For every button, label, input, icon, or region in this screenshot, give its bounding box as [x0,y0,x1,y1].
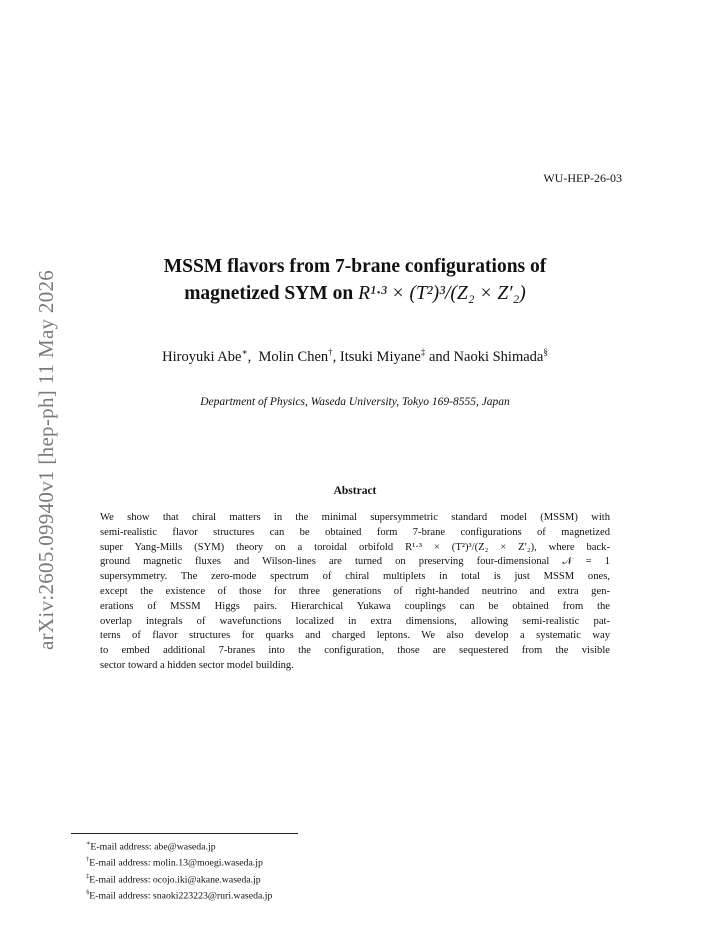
title-math: R¹·³ × (T²)³/(Z₂ × Z′₂) [358,283,526,304]
abstract-line: except the existence of those for three generations of right-handed neutrino and extra gen- [100,585,610,597]
footnote [86,886,272,902]
author-and: and [428,348,450,365]
title-line-1: MSSM flavors from 7-brane configurations of [163,256,547,277]
author-name: Molin Chen [258,348,329,365]
author-name: Itsuki Miyane [339,348,421,365]
report-number: WU-HEP-26-03 [543,171,622,185]
paper-title [100,253,610,307]
footnote-mark: ‡ [86,872,90,880]
footnote-email: E-mail address: ocojo.iki@akane.waseda.jp [89,873,261,885]
footnote [86,853,272,869]
footnote-divider [71,833,298,834]
footnote-email: E-mail address: snaoki223223@ruri.waseda.jp [89,890,273,902]
abstract-line: We show that chiral matters in the minimal supersymmetric standard model (MSSM) with [100,512,610,523]
footnote-email: E-mail address: abe@waseda.jp [90,841,216,853]
author-name: Hiroyuki Abe [162,348,242,365]
footnote [86,837,272,853]
abstract-line: semi-realistic flavor structures can be obtained form 7-brane configurations of magnetized [100,526,610,538]
abstract-line: sector toward a hidden sector model building. [100,659,294,671]
footnote-mark: † [86,856,90,864]
author-mark: ‡ [420,347,426,357]
footnote-email: E-mail address: molin.13@moegi.waseda.jp [89,857,263,869]
affiliation: Department of Physics, Waseda University, Tokyo 169-8555, Japan [200,396,510,408]
author-name: Naoki Shimada [453,348,544,365]
author-list: Hiroyuki Abe∗, Molin Chen†, Itsuki Miyane‡ and Naoki Shimada§ [162,347,548,365]
abstract-heading: Abstract [333,485,377,497]
author-mark: ∗ [241,347,248,357]
abstract-line: supersymmetry. The zero-mode spectrum of chiral multiplets in total is just MSSM ones, [100,571,610,583]
abstract-line: terns of flavor structures for quarks and charged leptons. We also develop a systematic way [100,630,610,642]
abstract-line: super Yang-Mills (SYM) theory on a toroidal orbifold R¹·³ × (T²)³/(Z₂ × Z′₂), where back- [100,541,610,553]
abstract-line: overlap integrals of wavefunctions localized in extra dimensions, allowing semi-realistic pat- [100,615,610,627]
author-mark: † [328,347,333,357]
abstract-line: ground magnetic fluxes and Wilson-lines are turned on preserving four-dimensional 𝒩 = 1 [100,556,610,568]
abstract-body [100,511,610,674]
footnote-mark: § [86,888,90,896]
abstract-line: to embed additional 7-branes into the configuration, those are sequestered from the visible [100,645,610,657]
footnotes [86,837,272,902]
author-mark: § [543,347,548,357]
footnote [86,870,272,886]
title-line-2 [100,280,610,307]
title-line-2-text: magnetized SYM on [184,283,354,304]
footnote-mark: ∗ [86,840,91,847]
abstract-line: erations of MSSM Higgs pairs. Hierarchical Yukawa couplings can be obtained from the [100,600,610,612]
arxiv-identifier: arXiv:2605.09940v1 [hep-ph] 11 May 2026 [34,269,58,650]
